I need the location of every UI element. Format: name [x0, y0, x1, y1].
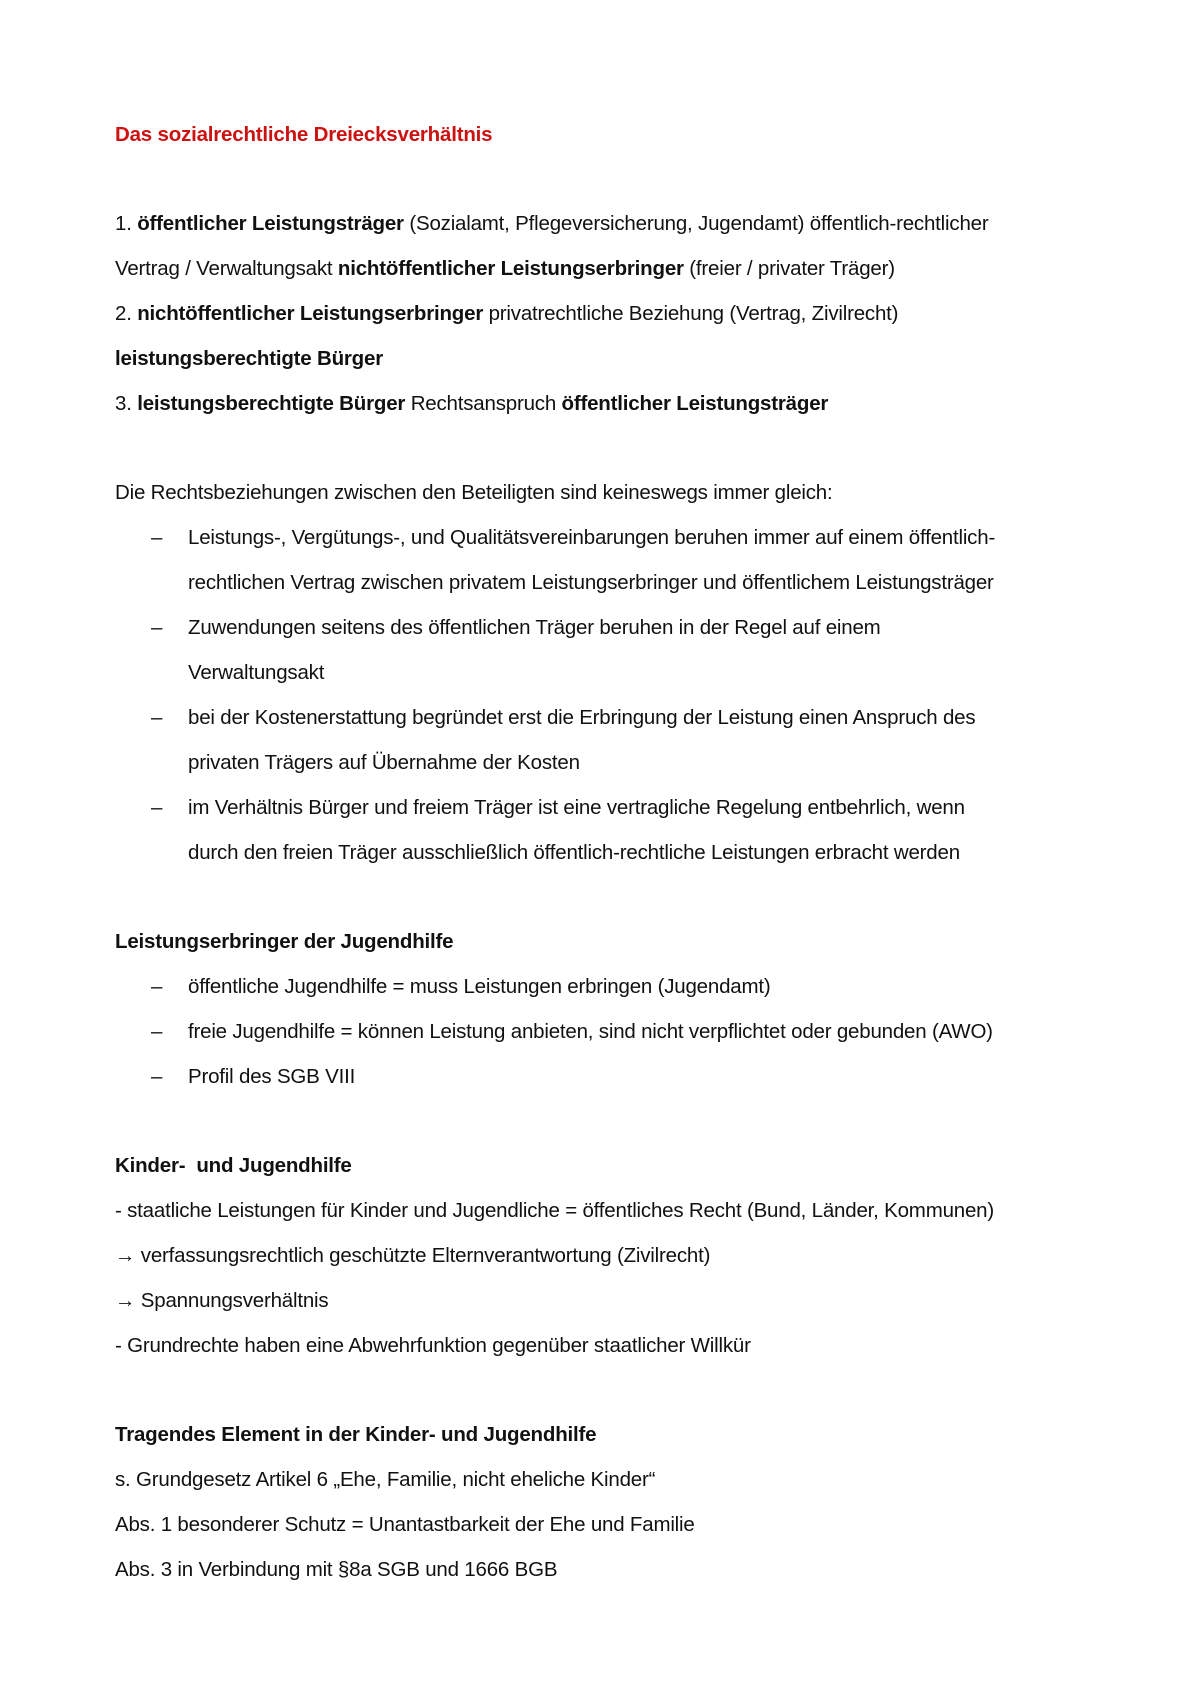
relation-3-number: 3. [115, 392, 138, 415]
list-item [115, 515, 1115, 605]
document-page [115, 112, 1115, 1592]
rechtsbeziehungen-intro: Die Rechtsbeziehungen zwischen den Beteiligten sind keineswegs immer gleich: [115, 481, 833, 504]
kinder-jugendhilfe-line: → Spannungsverhältnis [115, 1289, 329, 1312]
tragendes-element-line: Abs. 1 besonderer Schutz = Unantastbarkeit der Ehe und Familie [115, 1513, 695, 1536]
dash-bullet-icon: – [151, 1065, 163, 1088]
relation-1-text-1: (Sozialamt, Pflegeversicherung, Jugendamt) öffentlich-rechtlicher [403, 212, 989, 235]
dash-bullet-icon: – [151, 1020, 163, 1043]
spacer [115, 875, 1115, 919]
kinder-jugendhilfe-line: - staatliche Leistungen für Kinder und Jugendliche = öffentliches Recht (Bund, Länder, Kommunen) [115, 1199, 994, 1222]
spacer [115, 426, 1115, 470]
relation-3-text-1: Rechtsanspruch [405, 392, 562, 415]
dash-bullet-icon: – [151, 706, 163, 729]
tragendes-element-line: Abs. 3 in Verbindung mit §8a SGB und 1666 BGB [115, 1558, 558, 1581]
list-item-text: öffentliche Jugendhilfe = muss Leistungen erbringen (Jugendamt) [188, 975, 771, 998]
spacer [115, 1368, 1115, 1412]
relation-2-bold-1: nichtöffentlicher Leistungserbringer [137, 302, 484, 325]
kinder-jugendhilfe-line: → verfassungsrechtlich geschützte Elternverantwortung (Zivilrecht) [115, 1244, 711, 1267]
jugendhilfe-list [115, 964, 1115, 1099]
rechtsbeziehungen-list [115, 515, 1115, 875]
dash-bullet-icon: – [151, 526, 163, 549]
list-item-text: Zuwendungen seitens des öffentlichen Träger beruhen in der Regel auf einem [188, 616, 881, 639]
list-item-text: freie Jugendhilfe = können Leistung anbieten, sind nicht verpflichtet oder gebunden (AWO) [188, 1020, 993, 1043]
relation-1-line-1 [115, 201, 1115, 246]
relation-2-line-2 [115, 336, 1115, 381]
relation-2-number: 2. [115, 302, 138, 325]
section-heading-text: Kinder- und Jugendhilfe [115, 1154, 352, 1177]
spacer [115, 1099, 1115, 1143]
list-item [115, 1054, 1115, 1099]
relation-1-bold-2: nichtöffentlicher Leistungserbringer [337, 257, 684, 280]
section-heading-leistungserbringer [115, 919, 1115, 964]
section-heading-tragendes-element [115, 1412, 1115, 1457]
list-item-text: bei der Kostenerstattung begründet erst die Erbringung der Leistung einen Anspruch des [188, 706, 976, 729]
relation-1-text-3: (freier / privater Träger) [683, 257, 895, 280]
dash-bullet-icon: – [151, 796, 163, 819]
tragendes-element-line: s. Grundgesetz Artikel 6 „Ehe, Familie, nicht eheliche Kinder“ [115, 1468, 656, 1491]
list-item-text: im Verhältnis Bürger und freiem Träger ist eine vertragliche Regelung entbehrlich, wenn [188, 796, 965, 819]
list-item-text-continued: privaten Trägers auf Übernahme der Kosten [188, 751, 580, 774]
list-item [115, 695, 1115, 785]
spacer [115, 157, 1115, 201]
relation-3-bold-1: leistungsberechtigte Bürger [137, 392, 406, 415]
section-heading-kinder-jugendhilfe [115, 1143, 1115, 1188]
list-item [115, 1009, 1115, 1054]
list-item-text-continued: rechtlichen Vertrag zwischen privatem Leistungserbringer und öffentlichem Leistungsträger [188, 571, 994, 594]
relation-3-line-1 [115, 381, 1115, 426]
section-heading-text: Leistungserbringer der Jugendhilfe [115, 930, 454, 953]
kinder-jugendhilfe-line: - Grundrechte haben eine Abwehrfunktion gegenüber staatlicher Willkür [115, 1334, 751, 1357]
list-item [115, 964, 1115, 1009]
relation-1-text-2: Vertrag / Verwaltungsakt [115, 257, 338, 280]
relation-1-line-2 [115, 246, 1115, 291]
list-item-text: Profil des SGB VIII [188, 1065, 356, 1088]
list-item [115, 605, 1115, 695]
list-item-text: Leistungs-, Vergütungs-, und Qualitätsvereinbarungen beruhen immer auf einem öffentlich- [188, 526, 996, 549]
document-title: Das sozialrechtliche Dreiecksverhältnis [115, 123, 493, 146]
relation-2-bold-2: leistungsberechtigte Bürger [115, 347, 383, 370]
relation-2-line-1 [115, 291, 1115, 336]
relation-1-bold-1: öffentlicher Leistungsträger [137, 212, 404, 235]
relation-2-text-1: privatrechtliche Beziehung (Vertrag, Zivilrecht) [483, 302, 899, 325]
list-item-text-continued: Verwaltungsakt [188, 661, 325, 684]
list-item-text-continued: durch den freien Träger ausschließlich öffentlich-rechtliche Leistungen erbracht werden [188, 841, 960, 864]
dash-bullet-icon: – [151, 616, 163, 639]
relation-3-bold-2: öffentlicher Leistungsträger [561, 392, 829, 415]
section-heading-text: Tragendes Element in der Kinder- und Jugendhilfe [115, 1423, 597, 1446]
relation-1-number: 1. [115, 212, 138, 235]
list-item [115, 785, 1115, 875]
dash-bullet-icon: – [151, 975, 163, 998]
